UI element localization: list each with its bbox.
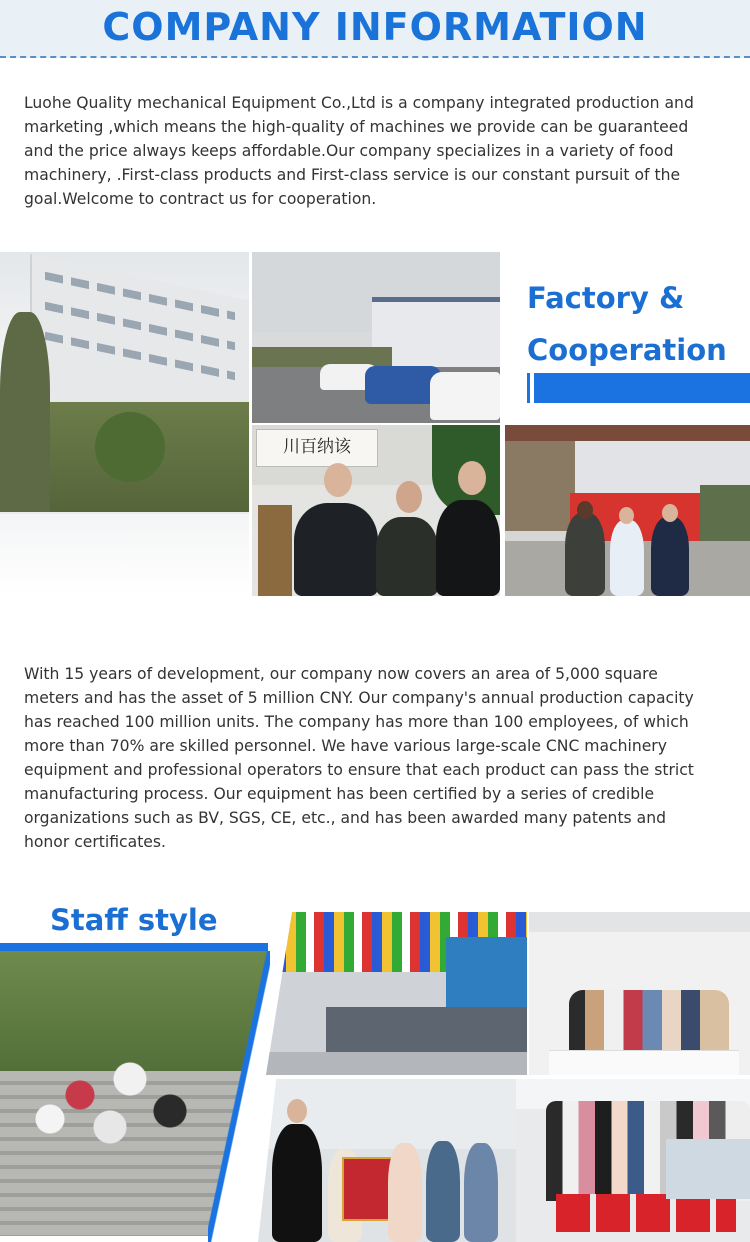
factory-cooperation-heading	[527, 272, 747, 376]
staff-accent-bar	[0, 943, 268, 951]
office-visitors-photo	[252, 425, 500, 596]
intro-paragraph: Luohe Quality mechanical Equipment Co.,Ltd is a company integrated production and marketing ,which means the high-quality of machines we provide can be guaranteed and the price always keeps affordable.Our company specializes in a variety of food machinery, .First-class products and First-class service is our constant pursuit of the goal.Welcome to contract us for cooperation.	[24, 94, 694, 208]
factory-building-photo	[0, 252, 249, 596]
factory-parking-photo	[252, 252, 500, 423]
header-dashed-divider	[0, 56, 750, 58]
factory-accent-bar	[527, 373, 750, 403]
staff-group-gifts-photo	[516, 1079, 750, 1242]
factory-heading-line2: Cooperation	[527, 333, 727, 367]
staff-meeting-room-photo	[529, 912, 750, 1075]
staff-banner-photo	[258, 1079, 520, 1242]
staff-office-photo	[266, 912, 527, 1075]
development-paragraph: With 15 years of development, our company now covers an area of 5,000 square meters and has the asset of 5 million CNY. Our company's annual production capacity has reached 100 million units. The company has more than 100 employees, of which more than 70% are skilled personnel. We have various large-scale CNC machinery equipment and professional operators to ensure that each product can pass the strict manufacturing process. Our equipment has been certified by a series of credible organizations such as BV, SGS, CE, etc., and has been awarded many patents and honor certificates.	[24, 665, 694, 851]
factory-gate-visitors-photo	[505, 425, 750, 596]
wall-sign: 川百纳该	[256, 429, 378, 467]
page-title: COMPANY INFORMATION	[102, 5, 648, 49]
staff-photo-frame-edge	[208, 951, 270, 1242]
factory-heading-line1: Factory &	[527, 281, 685, 315]
factory-accent-bar-notch	[530, 373, 534, 403]
staff-style-heading: Staff style	[50, 903, 218, 937]
